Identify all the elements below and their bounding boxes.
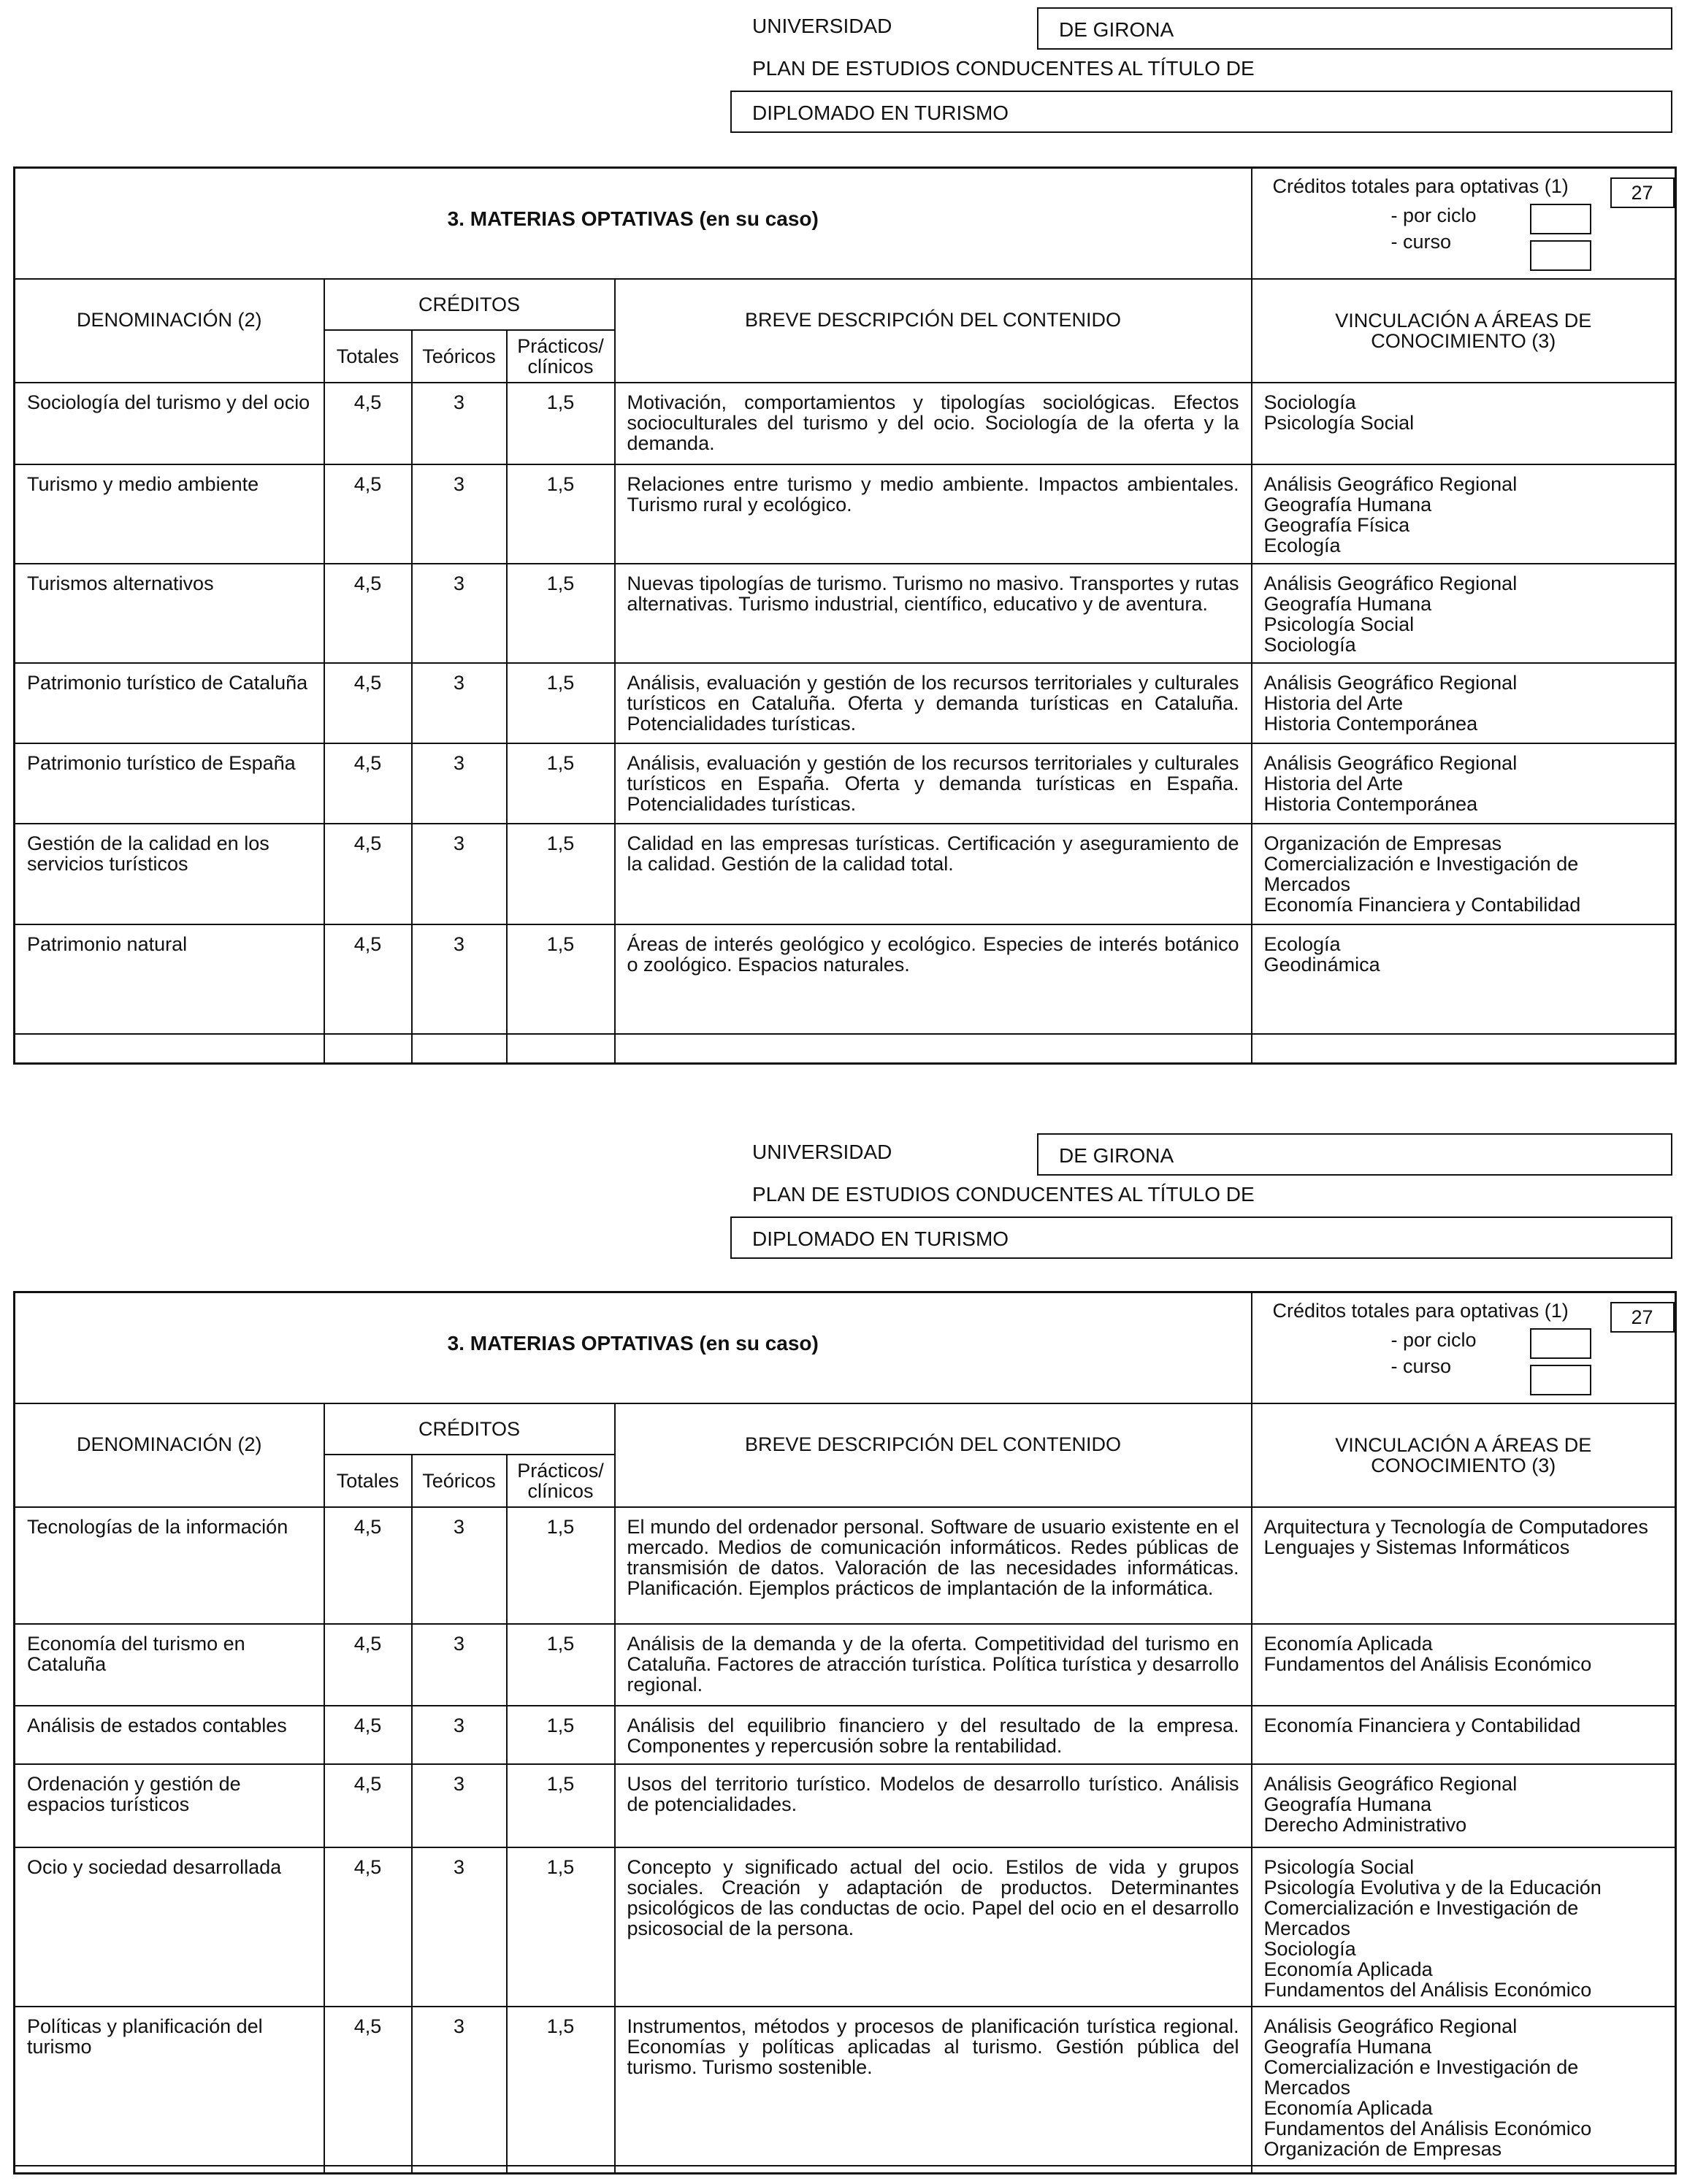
area-item: Comercialización e Investigación de Mercados [1263,2056,1579,2099]
practicos-cell: 1,5 [507,663,615,743]
universidad-label: UNIVERSIDAD [752,15,892,37]
areas-cell [1252,824,1676,924]
page1-rows [15,383,1676,1063]
universidad-value: DE GIRONA [1059,18,1174,41]
filler-cell [324,1034,412,1063]
universidad-label: UNIVERSIDAD [752,1141,892,1163]
descripcion-cell: Usos del territorio turístico. Modelos de desarrollo turístico. Análisis de potencialidades. [615,1764,1252,1847]
denominacion-cell: Análisis de estados contables [15,1706,324,1764]
table-row [15,1706,1676,1764]
practicos-cell: 1,5 [507,924,615,1034]
practicos-cell: 1,5 [507,2007,615,2166]
teoricos-cell: 3 [412,1764,507,1847]
area-item: Análisis Geográfico Regional [1263,672,1518,694]
table-row [15,663,1676,743]
areas-cell [1252,1507,1676,1624]
practicos-cell: 1,5 [507,464,615,564]
area-item: Análisis Geográfico Regional [1263,752,1518,774]
credits-total-value: 27 [1610,177,1675,208]
curso-box [1530,1365,1591,1395]
descripcion-cell: Análisis del equilibrio financiero y del resultado de la empresa. Componentes y repercusión sobre la rentabilidad. [615,1706,1252,1764]
area-item: Psicología Evolutiva y de la Educación [1263,1877,1602,1898]
areas-cell [1252,383,1676,464]
filler-cell [615,1034,1252,1063]
area-item: Lenguajes y Sistemas Informáticos [1263,1536,1570,1558]
totales-cell: 4,5 [324,743,412,824]
area-item: Geografía Humana [1263,593,1432,615]
filler-cell [15,1034,324,1063]
credits-total-label: Créditos totales para optativas (1) [1272,175,1569,197]
table-row [15,743,1676,824]
area-item: Economía Aplicada [1263,1958,1433,1980]
area-item: Geodinámica [1263,954,1380,976]
denominacion-cell: Tecnologías de la información [15,1507,324,1624]
descripcion-cell: Motivación, comportamientos y tipologías sociológicas. Efectos socioculturales del turismo y del ocio. Sociología de la oferta y la demanda. [615,383,1252,464]
area-item: Economía Financiera y Contabilidad [1263,1714,1581,1736]
filler-cell [412,2166,507,2173]
col-creditos: CRÉDITOS [324,279,615,330]
area-item: Comercialización e Investigación de Mercados [1263,1897,1579,1939]
denominacion-cell: Ocio y sociedad desarrollada [15,1847,324,2007]
col-practicos: Prácticos/ clínicos [507,330,615,383]
area-item: Ecología [1263,933,1341,955]
descripcion-cell: Análisis, evaluación y gestión de los recursos territoriales y culturales turísticos en Cataluña. Oferta y demanda turísticas en Cataluña. Potencialidades turísticas. [615,663,1252,743]
denominacion-cell: Gestión de la calidad en los servicios turísticos [15,824,324,924]
curso-box [1530,240,1591,271]
areas-cell [1252,564,1676,663]
area-item: Geografía Humana [1263,494,1432,516]
teoricos-cell: 3 [412,1706,507,1764]
totales-cell: 4,5 [324,464,412,564]
filler-row [15,1034,1676,1063]
practicos-cell: 1,5 [507,1624,615,1706]
descripcion-cell: Nuevas tipologías de turismo. Turismo no masivo. Transportes y rutas alternativas. Turismo industrial, científico, educativo y de aventura. [615,564,1252,663]
areas-cell [1252,1847,1676,2007]
descripcion-cell: Instrumentos, métodos y procesos de planificación turística regional. Economías y políticas aplicadas al turismo. Gestión pública del turismo. Turismo sostenible. [615,2007,1252,2166]
section-title: 3. MATERIAS OPTATIVAS (en su caso) [447,207,819,230]
area-item: Análisis Geográfico Regional [1263,473,1518,495]
teoricos-cell: 3 [412,924,507,1034]
denominacion-cell: Economía del turismo en Cataluña [15,1624,324,1706]
area-item: Arquitectura y Tecnología de Computadores [1263,1516,1648,1538]
credits-total-label: Créditos totales para optativas (1) [1272,1300,1569,1322]
practicos-cell: 1,5 [507,824,615,924]
practicos-cell: 1,5 [507,1764,615,1847]
teoricos-cell: 3 [412,824,507,924]
totales-cell: 4,5 [324,383,412,464]
table-row [15,2007,1676,2166]
table-row [15,924,1676,1034]
col-teoricos: Teóricos [412,1455,507,1507]
por-ciclo-label: - por ciclo [1390,204,1477,226]
curso-label: - curso [1390,231,1452,253]
teoricos-cell: 3 [412,663,507,743]
areas-cell [1252,464,1676,564]
areas-cell [1252,2007,1676,2166]
credits-box [1252,168,1676,280]
col-practicos: Prácticos/ clínicos [507,1455,615,1507]
col-vinculacion: VINCULACIÓN A ÁREAS DE CONOCIMIENTO (3) [1252,1403,1676,1507]
totales-cell: 4,5 [324,1624,412,1706]
denominacion-cell: Patrimonio natural [15,924,324,1034]
totales-cell: 4,5 [324,1847,412,2007]
col-teoricos: Teóricos [412,330,507,383]
area-item: Economía Aplicada [1263,1633,1433,1655]
totales-cell: 4,5 [324,663,412,743]
col-denominacion: DENOMINACIÓN (2) [15,279,324,383]
col-totales: Totales [324,330,412,383]
filler-cell [1252,2166,1676,2173]
area-item: Historia Contemporánea [1263,713,1478,735]
filler-cell [412,1034,507,1063]
area-item: Psicología Social [1263,412,1415,434]
descripcion-cell: Concepto y significado actual del ocio. Estilos de vida y grupos sociales. Creación y adaptación de productos. Determinantes psicológicos de las conductas de ocio. Papel del ocio en el desarrollo psicosocial de la persona. [615,1847,1252,2007]
areas-cell [1252,663,1676,743]
descripcion-cell: Áreas de interés geológico y ecológico. Especies de interés botánico o zoológico. Espacios naturales. [615,924,1252,1034]
practicos-cell: 1,5 [507,1507,615,1624]
practicos-cell: 1,5 [507,1706,615,1764]
totales-cell: 4,5 [324,2007,412,2166]
col-denominacion: DENOMINACIÓN (2) [15,1403,324,1507]
table-row [15,383,1676,464]
denominacion-cell: Políticas y planificación del turismo [15,2007,324,2166]
areas-cell [1252,1624,1676,1706]
titulo-field [730,91,1672,133]
col-creditos: CRÉDITOS [324,1403,615,1455]
area-item: Psicología Social [1263,1856,1415,1878]
table-row [15,1764,1676,1847]
credits-total-value: 27 [1610,1302,1675,1333]
area-item: Economía Financiera y Contabilidad [1263,894,1581,916]
col-totales: Totales [324,1455,412,1507]
areas-cell [1252,924,1676,1034]
denominacion-cell: Patrimonio turístico de Cataluña [15,663,324,743]
titulo-field [730,1216,1672,1259]
filler-cell [507,1034,615,1063]
section-title-cell [15,1292,1252,1404]
por-ciclo-label: - por ciclo [1390,1329,1477,1351]
teoricos-cell: 3 [412,1507,507,1624]
table-row [15,1624,1676,1706]
area-item: Análisis Geográfico Regional [1263,2015,1518,2037]
page2-rows [15,1507,1676,2173]
descripcion-cell: Análisis, evaluación y gestión de los recursos territoriales y culturales turísticos en España. Oferta y demanda turísticas en España. Potencialidades turísticas. [615,743,1252,824]
universidad-field [1037,7,1672,50]
teoricos-cell: 3 [412,2007,507,2166]
table-row [15,464,1676,564]
page1-table [13,166,1677,1065]
area-item: Geografía Humana [1263,2036,1432,2058]
col-descripcion: BREVE DESCRIPCIÓN DEL CONTENIDO [615,1403,1252,1507]
denominacion-cell: Ordenación y gestión de espacios turísticos [15,1764,324,1847]
totales-cell: 4,5 [324,1706,412,1764]
curso-label: - curso [1390,1355,1452,1377]
denominacion-cell: Turismo y medio ambiente [15,464,324,564]
teoricos-cell: 3 [412,464,507,564]
areas-cell [1252,743,1676,824]
filler-cell [507,2166,615,2173]
filler-cell [615,2166,1252,2173]
table-row [15,564,1676,663]
page1-header [730,7,1672,153]
area-item: Fundamentos del Análisis Económico [1263,1653,1592,1675]
area-item: Fundamentos del Análisis Económico [1263,1979,1592,2001]
area-item: Geografía Humana [1263,1793,1432,1815]
area-item: Organización de Empresas [1263,2138,1502,2160]
area-item: Historia del Arte [1263,773,1404,794]
practicos-cell: 1,5 [507,383,615,464]
practicos-cell: 1,5 [507,743,615,824]
col-descripcion: BREVE DESCRIPCIÓN DEL CONTENIDO [615,279,1252,383]
denominacion-cell: Turismos alternativos [15,564,324,663]
descripcion-cell: Calidad en las empresas turísticas. Certificación y aseguramiento de la calidad. Gestión de la calidad total. [615,824,1252,924]
teoricos-cell: 3 [412,1847,507,2007]
totales-cell: 4,5 [324,564,412,663]
area-item: Sociología [1263,1938,1356,1960]
areas-cell [1252,1706,1676,1764]
teoricos-cell: 3 [412,743,507,824]
denominacion-cell: Patrimonio turístico de España [15,743,324,824]
por-ciclo-box [1530,204,1591,234]
descripcion-cell: Relaciones entre turismo y medio ambiente. Impactos ambientales. Turismo rural y ecológico. [615,464,1252,564]
table-row [15,824,1676,924]
totales-cell: 4,5 [324,1764,412,1847]
section-title: 3. MATERIAS OPTATIVAS (en su caso) [447,1332,819,1355]
area-item: Ecología [1263,534,1341,556]
area-item: Geografía Física [1263,514,1410,536]
area-item: Sociología [1263,391,1356,413]
area-item: Psicología Social [1263,613,1415,635]
descripcion-cell: Análisis de la demanda y de la oferta. Competitividad del turismo en Cataluña. Factores de atracción turística. Política turística y desarrollo regional. [615,1624,1252,1706]
practicos-cell: 1,5 [507,1847,615,2007]
area-item: Fundamentos del Análisis Económico [1263,2118,1592,2139]
teoricos-cell: 3 [412,383,507,464]
section-title-cell [15,168,1252,280]
teoricos-cell: 3 [412,1624,507,1706]
titulo-value: DIPLOMADO EN TURISMO [752,101,1009,124]
credits-box [1252,1292,1676,1404]
filler-cell [15,2166,324,2173]
denominacion-cell: Sociología del turismo y del ocio [15,383,324,464]
area-item: Análisis Geográfico Regional [1263,572,1518,594]
plan-label: PLAN DE ESTUDIOS CONDUCENTES AL TÍTULO DE [752,1183,1255,1206]
area-item: Historia Contemporánea [1263,793,1478,815]
plan-label: PLAN DE ESTUDIOS CONDUCENTES AL TÍTULO DE [752,57,1255,80]
teoricos-cell: 3 [412,564,507,663]
universidad-value: DE GIRONA [1059,1144,1174,1167]
totales-cell: 4,5 [324,1507,412,1624]
table-row [15,1847,1676,2007]
totales-cell: 4,5 [324,924,412,1034]
area-item: Análisis Geográfico Regional [1263,1773,1518,1795]
col-vinculacion: VINCULACIÓN A ÁREAS DE CONOCIMIENTO (3) [1252,279,1676,383]
area-item: Historia del Arte [1263,692,1404,714]
area-item: Derecho Administrativo [1263,1814,1467,1836]
filler-row [15,2166,1676,2173]
por-ciclo-box [1530,1328,1591,1359]
filler-cell [324,2166,412,2173]
areas-cell [1252,1764,1676,1847]
area-item: Sociología [1263,634,1356,656]
descripcion-cell: El mundo del ordenador personal. Software de usuario existente en el mercado. Medios de comunicación informáticos. Redes públicas de transmisión de datos. Valoración de las necesidades informáticas. Planificación. Ejemplos prácticos de implantación de la informática. [615,1507,1252,1624]
filler-cell [1252,1034,1676,1063]
table-row [15,1507,1676,1624]
titulo-value: DIPLOMADO EN TURISMO [752,1227,1009,1250]
totales-cell: 4,5 [324,824,412,924]
area-item: Comercialización e Investigación de Mercados [1263,853,1579,895]
universidad-field [1037,1133,1672,1176]
area-item: Economía Aplicada [1263,2097,1433,2119]
area-item: Organización de Empresas [1263,832,1502,854]
page2-table [13,1291,1677,2175]
page2-header [730,1133,1672,1279]
practicos-cell: 1,5 [507,564,615,663]
